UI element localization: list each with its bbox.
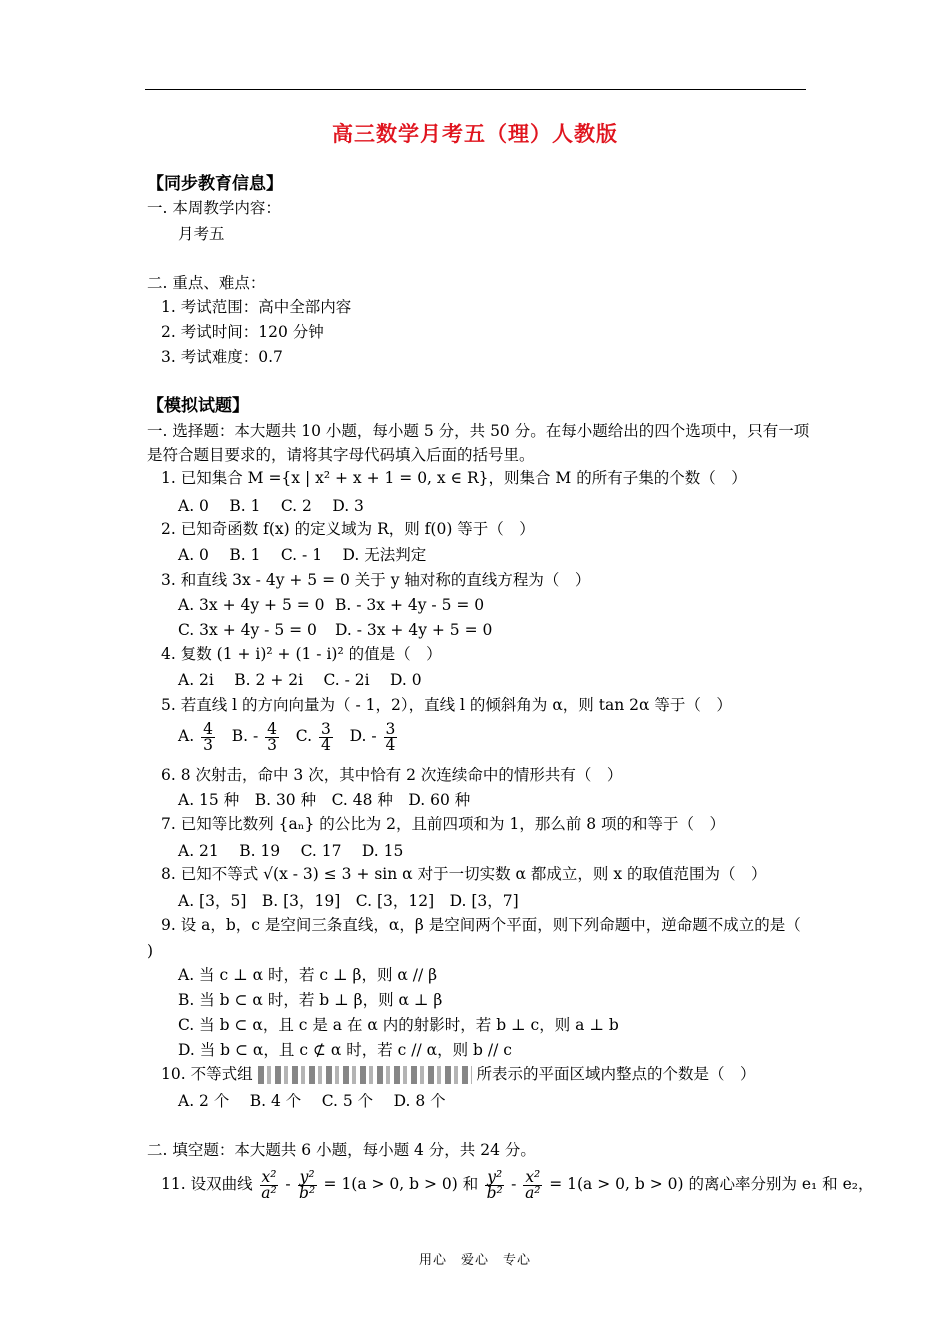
item-key-points: 二. 重点、难点：	[147, 274, 266, 292]
q11-minus-2: -	[511, 1175, 517, 1193]
question-9-option-a: A. 当 c ⊥ α 时，若 c ⊥ β，则 α // β	[178, 966, 438, 984]
key-point-1: 1. 考试范围：高中全部内容	[161, 298, 352, 316]
question-5: 5. 若直线 l 的方向向量为（ - 1，2），直线 l 的倾斜角为 α，则 tan 2α 等于（ ）	[161, 696, 732, 714]
q11-fraction-x2-a2-second: $\frac{\text{x²}}{\text{a²}}$	[525, 1167, 541, 1202]
key-point-2: 2. 考试时间：120 分钟	[161, 323, 324, 341]
q5-option-a-fraction: $\frac{4}{3}$	[203, 719, 213, 754]
q5-option-b-fraction: $\frac{4}{3}$	[267, 719, 278, 754]
question-9: 9. 设 a，b，c 是空间三条直线，α，β 是空间两个平面，则下列命题中，逆命题不成立的是（	[161, 916, 801, 934]
q11-fraction-x2-a2: $\frac{\text{x²}}{\text{a²}}$	[261, 1167, 277, 1202]
q5-option-d-label: D. -	[349, 727, 377, 745]
question-4: 4. 复数 (1 + i)² + (1 - i)² 的值是（ ）	[161, 645, 442, 663]
question-1: 1. 已知集合 M ={x | x² + x + 1 = 0, x ∈ R}，则集合 M 的所有子集的个数（ ）	[161, 469, 747, 487]
question-6-options: A. 15 种 B. 30 种 C. 48 种 D. 60 种	[178, 791, 471, 809]
q5-option-c-fraction: $\frac{3}{4}$	[320, 719, 331, 754]
q11-fraction-y2-b2: $\frac{\text{y²}}{\text{b²}}$	[299, 1167, 316, 1202]
q5-option-b-label: B. -	[231, 727, 259, 745]
question-6: 6. 8 次射击，命中 3 次，其中恰有 2 次连续命中的情形共有（ ）	[161, 766, 623, 784]
q5-option-a-label: A.	[178, 727, 195, 745]
question-11-prefix: 11. 设双曲线	[161, 1175, 253, 1193]
question-7: 7. 已知等比数列 {aₙ} 的公比为 2，且前四项和为 1，那么前 8 项的和等于（ ）	[161, 815, 726, 833]
question-3-option-d: D. - 3x + 4y + 5 = 0	[335, 621, 493, 639]
question-9-tail: )	[147, 942, 154, 960]
q11-minus-1: -	[285, 1175, 291, 1193]
section-heading-sync-info: 【同步教育信息】	[147, 174, 283, 194]
item-weekly-content-body: 月考五	[178, 225, 225, 243]
question-8-options: A. [3，5] B. [3，19] C. [3，12] D. [3，7]	[178, 892, 519, 910]
header-rule	[145, 89, 806, 90]
question-9-option-c: C. 当 b ⊂ α，且 c 是 a 在 α 内的射影时，若 b ⊥ c，则 a ⊥ b	[178, 1016, 619, 1034]
question-3-option-a: A. 3x + 4y + 5 = 0	[178, 596, 325, 614]
question-10-options: A. 2 个 B. 4 个 C. 5 个 D. 8 个	[178, 1092, 446, 1110]
question-3-option-c: C. 3x + 4y - 5 = 0	[178, 621, 317, 639]
inequality-system-image	[258, 1066, 472, 1084]
question-5-options	[178, 716, 399, 756]
section-heading-mock-test: 【模拟试题】	[147, 396, 249, 416]
question-3-option-b: B. - 3x + 4y - 5 = 0	[335, 596, 485, 614]
question-10	[161, 1064, 755, 1084]
question-11-mid1: = 1(a > 0, b > 0) 和	[323, 1175, 479, 1193]
fill-in-intro: 二. 填空题：本大题共 6 小题，每小题 4 分，共 24 分。	[147, 1141, 536, 1159]
key-point-3: 3. 考试难度：0.7	[161, 348, 283, 366]
question-1-options: A. 0 B. 1 C. 2 D. 3	[178, 497, 364, 515]
mc-intro-line2: 是符合题目要求的，请将其字母代码填入后面的括号里。	[147, 446, 535, 464]
question-9-option-d: D. 当 b ⊂ α，且 c ⊄ α 时，若 c // α，则 b // c	[178, 1041, 512, 1059]
question-10-suffix: 所表示的平面区域内整点的个数是（ ）	[476, 1065, 756, 1083]
question-2: 2. 已知奇函数 f(x) 的定义域为 R，则 f(0) 等于（ ）	[161, 520, 535, 538]
question-11-mid2: = 1(a > 0, b > 0) 的离心率分别为 e₁ 和 e₂，	[549, 1175, 874, 1193]
page-footer: 用心 爱心 专心	[418, 1253, 531, 1268]
question-9-option-b: B. 当 b ⊂ α 时，若 b ⊥ β，则 α ⊥ β	[178, 991, 443, 1009]
mc-intro-line1: 一. 选择题：本大题共 10 小题，每小题 5 分，共 50 分。在每小题给出的四个选项中，只有一项	[147, 422, 810, 440]
question-4-options: A. 2i B. 2 + 2i C. - 2i D. 0	[178, 671, 422, 689]
question-7-options: A. 21 B. 19 C. 17 D. 15	[178, 842, 404, 860]
question-3: 3. 和直线 3x - 4y + 5 = 0 关于 y 轴对称的直线方程为（ ）	[161, 571, 591, 589]
question-11	[161, 1164, 874, 1204]
item-weekly-content: 一. 本周教学内容：	[147, 199, 281, 217]
q5-option-c-label: C.	[295, 727, 313, 745]
q5-option-d-fraction: $\frac{3}{4}$	[385, 719, 396, 754]
q11-fraction-y2-b2-second: $\frac{\text{y²}}{\text{b²}}$	[486, 1167, 503, 1202]
question-10-prefix: 10. 不等式组	[161, 1065, 253, 1083]
question-2-options: A. 0 B. 1 C. - 1 D. 无法判定	[178, 546, 427, 564]
question-8: 8. 已知不等式 √(x - 3) ≤ 3 + sin α 对于一切实数 α 都成立，则 x 的取值范围为（ ）	[161, 865, 767, 883]
page-title: 高三数学月考五（理）人教版	[332, 121, 618, 146]
